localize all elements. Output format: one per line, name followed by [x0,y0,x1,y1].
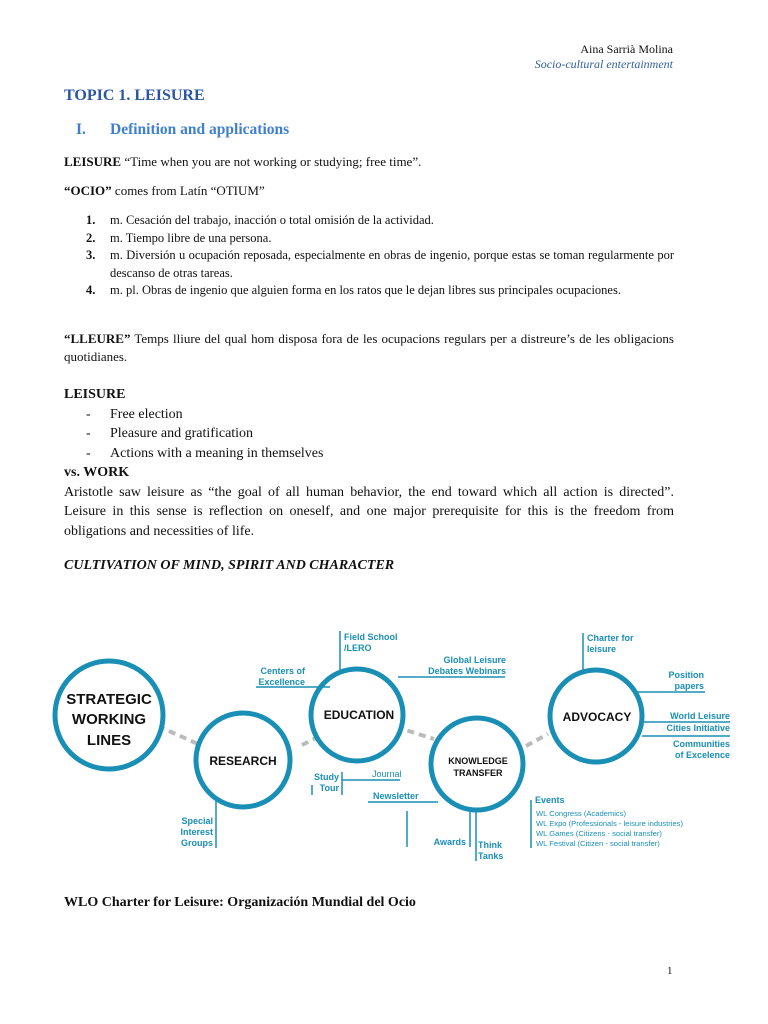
section-number: I. [76,121,86,138]
page-number: 1 [667,965,673,977]
list-item [64,247,674,282]
global-2: Debates Webinars [428,666,506,676]
ocio-text: comes from Latín “OTIUM” [111,183,265,198]
knowledge-label-2: TRANSFER [453,768,503,778]
global-1: Global Leisure [443,655,506,665]
ocio-definition [64,182,674,200]
charter-1: Charter for [587,633,634,643]
list-number: 2. [86,230,96,245]
list-text: m. Cesación del trabajo, inacción o total omisión de la actividad. [110,213,434,227]
newsletter-label: Newsletter [373,791,419,801]
list-number: 1. [86,213,96,227]
field-school-2: /LERO [344,643,372,653]
field-school-1: Field School [344,632,398,642]
lleure-definition [64,330,674,366]
list-item: - Pleasure and gratification [86,426,254,441]
communities-1: Communities [672,739,730,749]
leisure-definition [64,153,674,171]
events-label: Events [535,795,565,805]
strategic-line1: STRATEGIC [66,691,152,708]
aristotle-paragraph: Aristotle saw leisure as “the goal of all human behavior, the end toward which all action is directed”. Leisure in this sense is reflection on oneself, and one major prerequisite for this is the freedom from obligations and necessities of life. [64,484,674,539]
special-2: Interest [180,827,213,837]
header-course: Socio-cultural entertainment [534,57,673,71]
world-leisure-2: Cities Initiative [666,723,730,733]
list-text: m. Diversión u ocupación reposada, especialmente en obras de ingenio, porque estas se toman regularmente por descanso de otras tareas. [110,248,674,280]
journal-label: Journal [372,769,402,779]
list-text: m. Tiempo libre de una persona. [110,230,272,245]
wlo-heading: WLO Charter for Leisure: Organización Mundial del Ocio [64,895,416,910]
ocio-list [64,212,674,300]
strategic-line3: LINES [86,732,132,749]
list-item: - Actions with a meaning in themselves [86,445,324,461]
position-2: papers [674,681,704,691]
leisure-term: LEISURE [64,154,122,169]
position-1: Position [668,670,704,680]
leisure-text: “Time when you are not working or studying; free time”. [121,154,422,169]
communities-2: of Excelence [674,750,730,760]
list-item [64,282,674,300]
event-item: WL Congress (Academics) [536,809,627,818]
special-1: Special [181,816,213,826]
ocio-term: “OCIO” [64,183,112,198]
list-number: 3. [86,248,96,262]
leisure-block [64,385,674,541]
knowledge-label-1: KNOWLEDGE [448,756,508,766]
education-label: EDUCATION [323,708,395,722]
cultivation-heading: CULTIVATION OF MIND, SPIRIT AND CHARACTER [64,558,395,573]
strategic-lines-diagram [0,600,768,880]
world-leisure-1: World Leisure [670,711,730,721]
think-tanks-1: Think [478,840,502,850]
section-title: Definition and applications [110,121,290,138]
list-item [64,212,674,230]
centers-1: Centers of [260,666,305,676]
header-author: Aina Sarrià Molina [580,42,673,56]
strategic-line2: WORKING [71,711,147,728]
event-item: WL Expo (Professionals - leisure industries) [536,819,684,828]
centers-2: Excellence [258,677,305,687]
event-item: WL Games (Citizens - social transfer) [536,829,662,838]
event-item: WL Festival (Citizen - social transfer) [536,839,660,848]
leisure-heading: LEISURE [64,387,126,402]
section-heading [76,121,289,139]
charter-2: leisure [587,644,617,654]
lleure-text: Temps lliure del qual hom disposa fora de les ocupacions regulars per a distreure’s de les obligacions quotidianes. [64,331,674,364]
list-number: 4. [86,283,96,297]
lleure-term: “LLEURE” [64,331,131,346]
list-text: m. pl. Obras de ingenio que alguien forma en los ratos que le dejan libres sus principales ocupaciones. [110,283,621,297]
study-tour-1: Study [313,772,339,782]
special-3: Groups [180,838,213,848]
think-tanks-2: Tanks [478,851,504,861]
research-label: RESEARCH [209,754,277,768]
vs-work-heading: vs. WORK [64,465,130,480]
topic-title: TOPIC 1. LEISURE [64,87,205,104]
list-item: - Free election [86,406,183,422]
list-item [64,230,674,248]
advocacy-label: ADVOCACY [562,710,632,724]
study-tour-2: Tour [319,783,339,793]
awards-label: Awards [433,837,466,847]
